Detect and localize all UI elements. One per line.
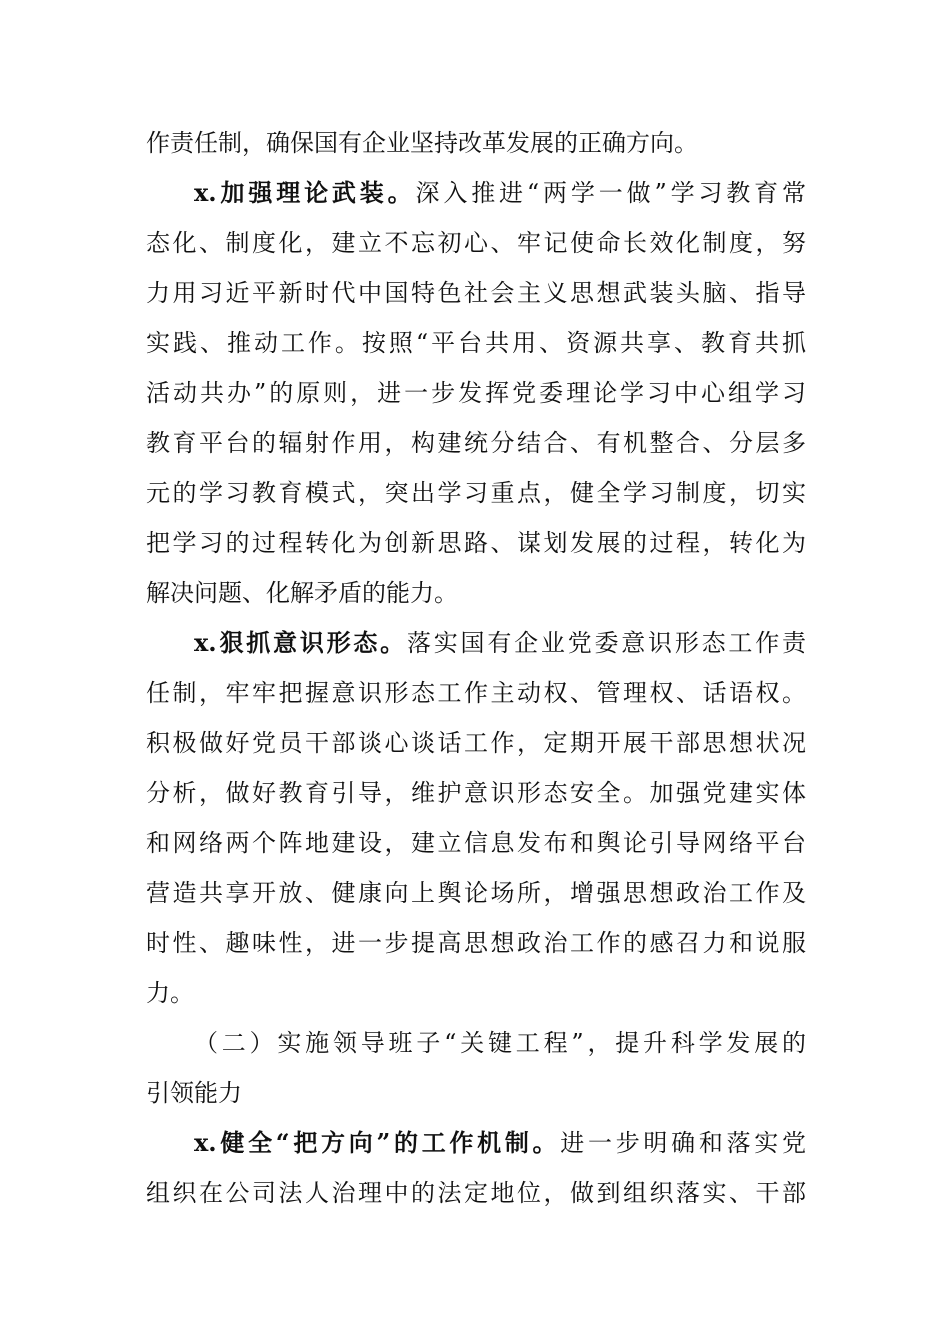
paragraph-line: 把学习的过程转化为创新思路、谋划发展的过程，转化为 [146, 529, 806, 557]
paragraph-text: 深入推进“两学一做”学习教育常 [415, 179, 806, 207]
paragraph-line: 营造共享开放、健康向上舆论场所，增强思想政治工作及 [146, 879, 806, 907]
paragraph-heading: x.狠抓意识形态。 [194, 628, 407, 657]
paragraph-first-line [146, 175, 806, 211]
paragraph-line: 解决问题、化解矛盾的能力。 [146, 579, 458, 607]
paragraph-line: 时性、趣味性，进一步提高思想政治工作的感召力和说服 [146, 929, 806, 957]
paragraph-heading: x.健全“把方向”的工作机制。 [194, 1128, 561, 1157]
paragraph-line: 活动共办”的原则，进一步发挥党委理论学习中心组学习 [146, 379, 806, 407]
paragraph-line: 分析，做好教育引导，维护意识形态安全。加强党建实体 [146, 779, 806, 807]
paragraph-line: 元的学习教育模式，突出学习重点，健全学习制度，切实 [146, 479, 806, 507]
paragraph-line: 和网络两个阵地建设，建立信息发布和舆论引导网络平台 [146, 829, 806, 857]
paragraph-first-line [146, 625, 806, 661]
paragraph-line: 组织在公司法人治理中的法定地位，做到组织落实、干部 [146, 1179, 806, 1207]
paragraph-text: 落实国有企业党委意识形态工作责 [406, 629, 806, 657]
paragraph-line: 任制，牢牢把握意识形态工作主动权、管理权、话语权。 [146, 679, 806, 707]
section-heading-line: （二）实施领导班子“关键工程”，提升科学发展的 [194, 1029, 806, 1057]
paragraph-line: 力。 [146, 979, 194, 1007]
section-heading-line: 引领能力 [146, 1079, 242, 1107]
paragraph-line: 作责任制，确保国有企业坚持改革发展的正确方向。 [146, 129, 698, 157]
paragraph-text: 进一步明确和落实党 [560, 1129, 806, 1157]
paragraph-line: 积极做好党员干部谈心谈话工作，定期开展干部思想状况 [146, 729, 806, 757]
paragraph-first-line [146, 1125, 806, 1161]
paragraph-line: 态化、制度化，建立不忘初心、牢记使命长效化制度，努 [146, 229, 806, 257]
paragraph-line: 教育平台的辐射作用，构建统分结合、有机整合、分层多 [146, 429, 806, 457]
paragraph-line: 实践、推动工作。按照“平台共用、资源共享、教育共抓 [146, 329, 806, 357]
paragraph-heading: x.加强理论武装。 [194, 178, 416, 207]
paragraph-line: 力用习近平新时代中国特色社会主义思想武装头脑、指导 [146, 279, 806, 307]
